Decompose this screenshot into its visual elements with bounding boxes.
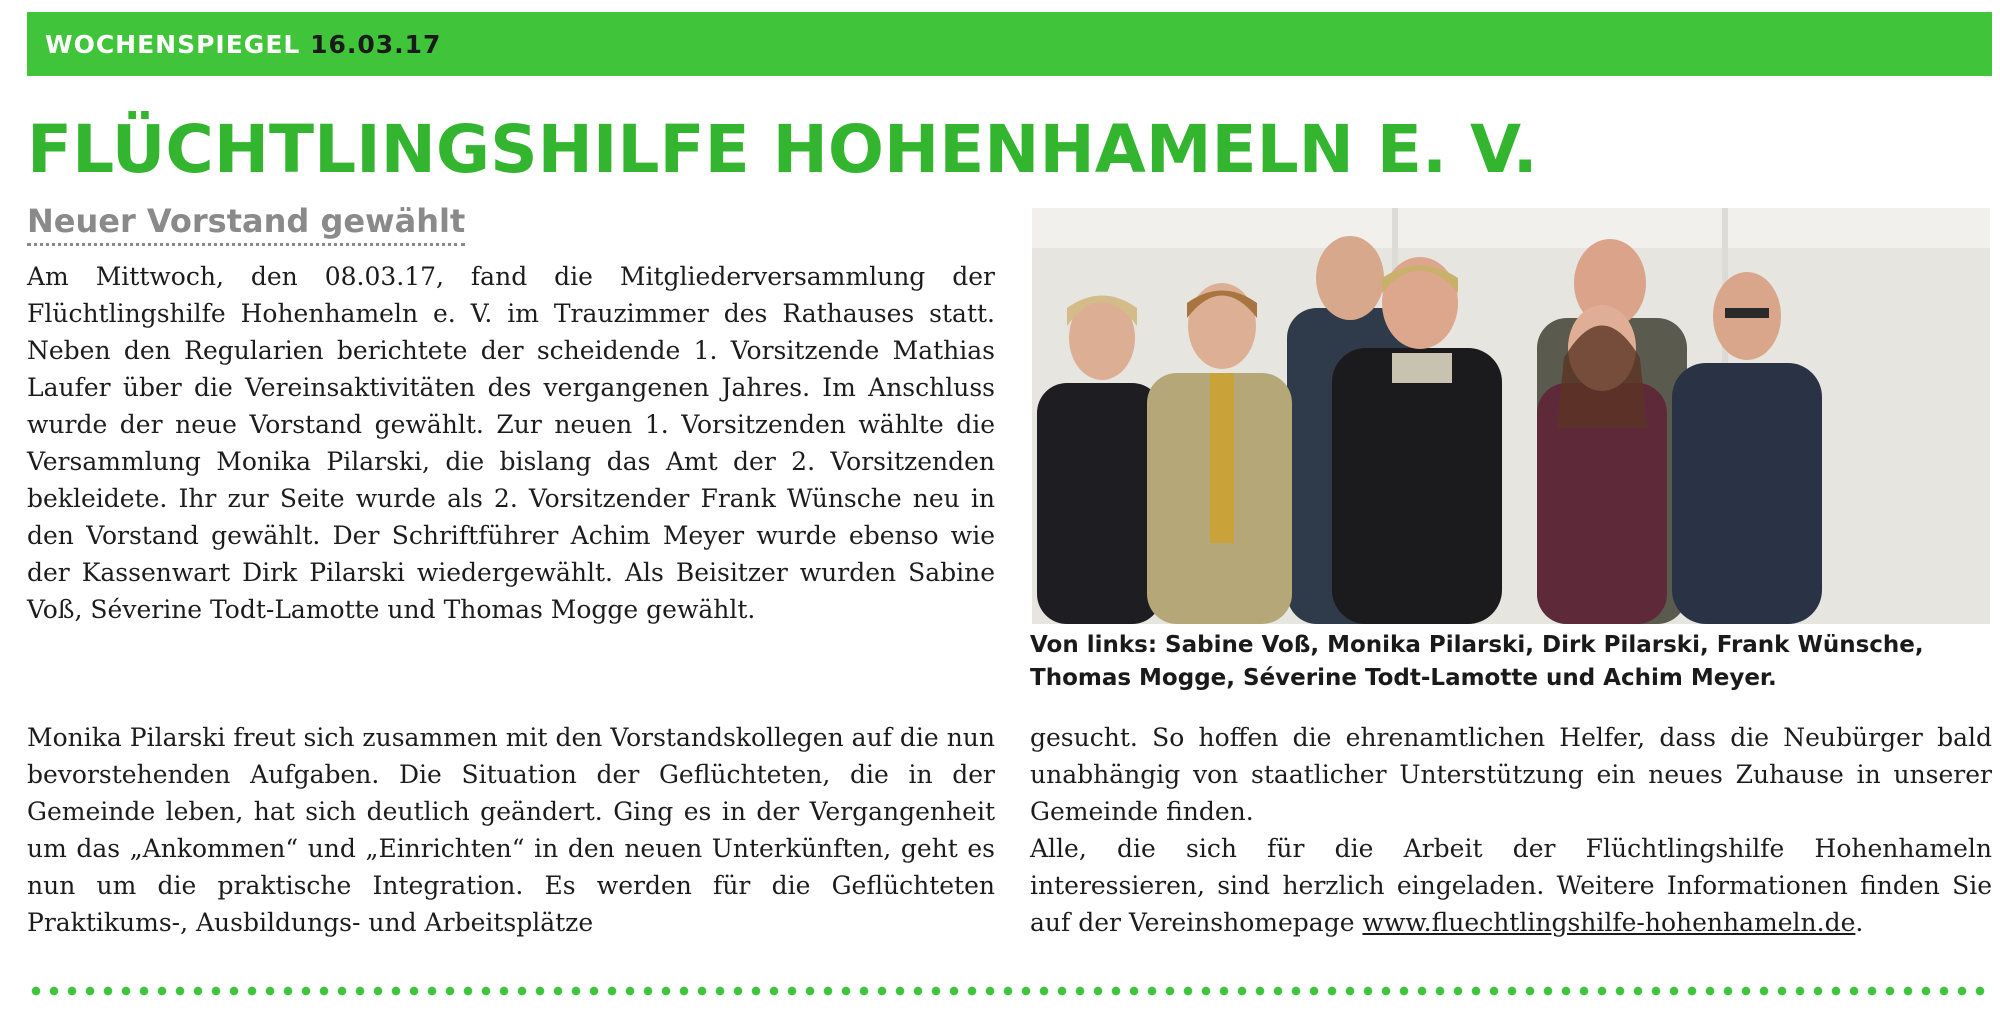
photo-caption: Von links: Sabine Voß, Monika Pilarski, Dirk Pilarski, Frank Wünsche, Thomas Mogge, Séverine Todt-Lamotte und Achim Meyer. bbox=[1030, 632, 1924, 691]
group-photo bbox=[1032, 208, 1990, 624]
paragraph-1: Am Mittwoch, den 08.03.17, fand die Mitgliederversammlung der Flüchtlingshilfe Hohenhameln e. V. im Trauzimmer des Rathauses statt. Neben den Regularien berichtete der scheidende 1. Vorsitzende Mathias Laufer über die Vereinsaktivitäten des vergangenen Jahres. Im Anschluss wurde der neue Vorstand gewählt. Zur neuen 1. Vorsitzenden wählte die Versammlung Monika Pilarski, die bislang das Amt der 2. Vorsitzenden bekleidete. Ihr zur Seite wurde als 2. Vorsitzender Frank Wünsche neu in den Vorstand gewählt. Der Schriftführer Achim Meyer wurde ebenso wie der Kassenwart Dirk Pilarski wiedergewählt. Als Beisitzer wurden Sabine Voß, Séverine Todt-Lamotte und Thomas Mogge gewählt. bbox=[27, 262, 995, 624]
article-column-left-bottom bbox=[27, 719, 995, 941]
dotted-footer-rule bbox=[27, 985, 1992, 997]
homepage-link[interactable]: www.fluechtlingshilfe-hohenhameln.de bbox=[1362, 908, 1856, 937]
article-column-left-top bbox=[27, 258, 995, 628]
publication-date: 16.03.17 bbox=[310, 30, 442, 59]
header-label bbox=[45, 30, 441, 59]
article-column-right-bottom bbox=[1030, 719, 1992, 941]
article-subtitle: Neuer Vorstand gewählt bbox=[27, 200, 465, 246]
article-title: FLÜCHTLINGSHILFE HOHENHAMELN E. V. bbox=[27, 111, 1538, 188]
paragraph-3 bbox=[1030, 830, 1992, 941]
homepage-link-suffix: . bbox=[1855, 908, 1864, 937]
publication-name: WOCHENSPIEGEL bbox=[45, 30, 301, 59]
paragraph-2-continued: gesucht. So hoffen die ehrenamtlichen Helfer, dass die Neubürger bald unabhängig von staatlicher Unterstützung ein neues Zuhause in unserer Gemeinde finden. bbox=[1030, 723, 1992, 826]
paragraph-2: Monika Pilarski freut sich zusammen mit den Vorstandskollegen auf die nun bevorstehenden Aufgaben. Die Situation der Geflüchteten, die in der Gemeinde leben, hat sich deutlich geändert. Ging es in der Vergangenheit um das „Ankommen“ und „Einrichten“ in den neuen Unterkünften, geht es nun um die praktische Integration. Es werden für die Geflüchteten Praktikums-, Ausbildungs- und Arbeitsplätze bbox=[27, 723, 995, 937]
paragraph-3-text: Alle, die sich für die Arbeit der Flüchtlingshilfe Hohenhameln interessieren, sind herzlich eingeladen. Weitere Informationen finden Sie auf der Vereinshomepage bbox=[1030, 834, 1992, 937]
